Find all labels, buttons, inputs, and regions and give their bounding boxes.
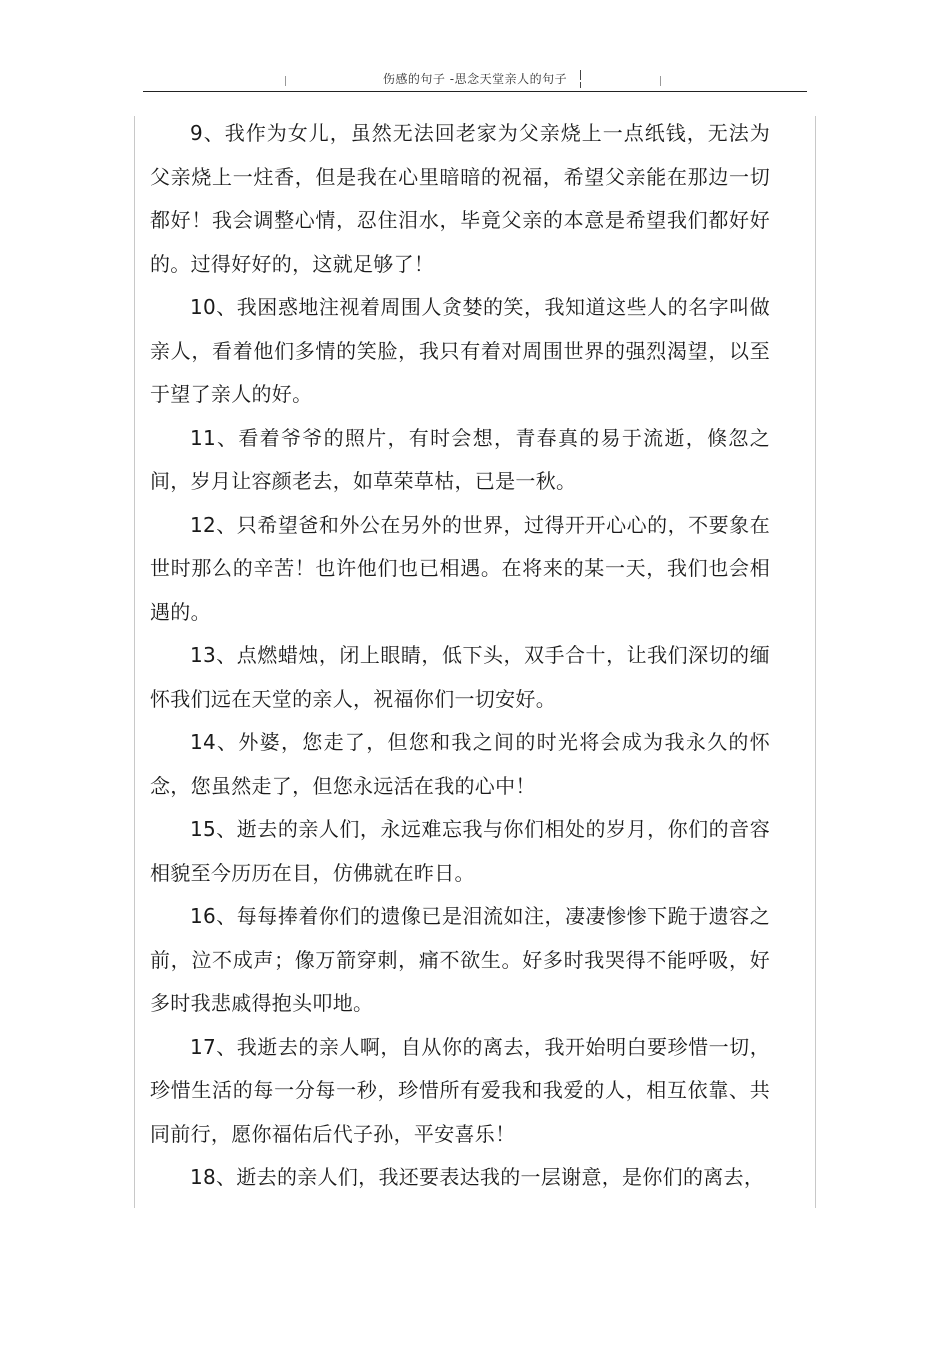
header-tick-mark bbox=[580, 82, 581, 88]
paragraph-9: 9、我作为女儿，虽然无法回老家为父亲烧上一点纸钱，无法为父亲烧上一炷香，但是我在心里暗暗的祝福，希望父亲能在那边一切都好！我会调整心情，忍住泪水，毕竟父亲的本意是希望我们都好好的。过得好好的，这就足够了！ bbox=[150, 121, 770, 276]
paragraph-10: 10、我困惑地注视着周围人贪婪的笑，我知道这些人的名字叫做亲人，看着他们多情的笑脸，我只有着对周围世界的强烈渴望，以至于望了亲人的好。 bbox=[150, 295, 770, 406]
paragraph-16: 16、每每捧着你们的遗像已是泪流如注，凄凄惨惨下跪于遗容之前，泣不成声；像万箭穿刺，痛不欲生。好多时我哭得不能呼吸，好多时我悲戚得抱头叩地。 bbox=[150, 904, 770, 1015]
header-tick-mark bbox=[660, 76, 661, 86]
right-margin-line bbox=[815, 116, 816, 1208]
page-header bbox=[143, 64, 807, 92]
paragraph-18: 18、逝去的亲人们，我还要表达我的一层谢意，是你们的离去， bbox=[190, 1165, 765, 1189]
header-rule bbox=[143, 91, 807, 92]
left-margin-line bbox=[134, 116, 135, 1208]
paragraph-12: 12、只希望爸和外公在另外的世界，过得开开心心的，不要象在世时那么的辛苦！也许他们也已相遇。在将来的某一天，我们也会相遇的。 bbox=[150, 512, 770, 624]
document-body bbox=[150, 112, 770, 1200]
paragraph-14: 14、外婆，您走了，但您和我之间的时光将会成为我永久的怀念，您虽然走了，但您永远活在我的心中！ bbox=[150, 730, 770, 798]
header-tick-mark bbox=[285, 76, 286, 86]
paragraph-11: 11、看着爷爷的照片，有时会想，青春真的易于流逝，倏忽之间，岁月让容颜老去，如草荣草枯，已是一秋。 bbox=[150, 425, 770, 493]
header-title: 伤感的句子 -思念天堂亲人的句子 bbox=[382, 72, 568, 86]
paragraph-17: 17、我逝去的亲人啊，自从你的离去，我开始明白要珍惜一切，珍惜生活的每一分每一秒，珍惜所有爱我和我爱的人，相互依靠、共同前行，愿你福佑后代子孙，平安喜乐！ bbox=[150, 1034, 770, 1146]
paragraph-15: 15、逝去的亲人们，永远难忘我与你们相处的岁月，你们的音容相貌至今历历在目，仿佛就在昨日。 bbox=[150, 817, 770, 885]
paragraph-13: 13、点燃蜡烛，闭上眼睛，低下头，双手合十，让我们深切的缅怀我们远在天堂的亲人，祝福你们一切安好。 bbox=[150, 643, 770, 711]
header-tick-mark bbox=[580, 70, 581, 80]
